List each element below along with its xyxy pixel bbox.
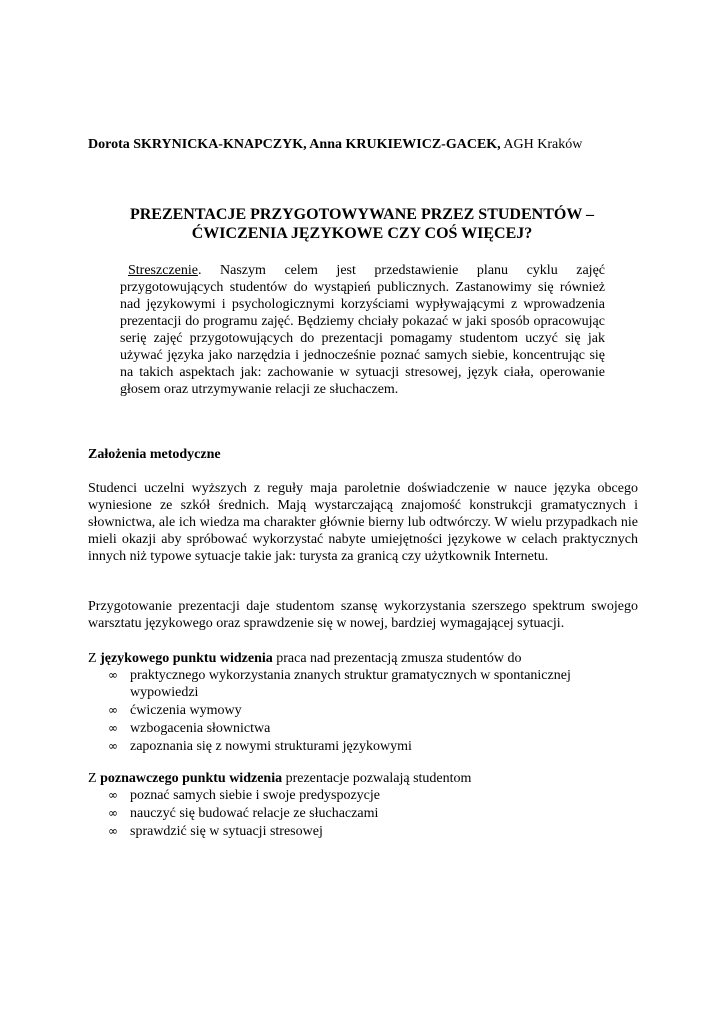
abstract-text: . Naszym celem jest przedstawienie planu cyklu zajęć przygotowujących studentów do wystąpień publicznych. Zastanowimy się również nad językowymi i psychologicznymi korzyściami wypływającymi z wprowadzenia prezentacji do programu zajęć. Będziemy chciały pokazać w jaki sposób opracowując serię zajęć przygotowujących do prezentacji pomagamy studentom uczyć się jak używać języka jako narzędzia i jednocześnie poznać samych siebie, koncentrując się na takich aspektach jak: zachowanie w sytuacji stresowej, język ciała, operowanie głosem oraz utrzymywanie relacji ze słuchaczem. xyxy=(120,263,605,397)
paragraph-1: Studenci uczelni wyższych z reguły maja paroletnie doświadczenie w nauce języka obcego wyniesione ze szkół średnich. Mają wystarczającą znajomość konstrukcji gramatycznych i słownictwa, ale ich wiedza ma charakter głównie bierny lub odtwórczy. W wielu przypadkach nie mieli okazji aby spróbować wykorzystać nabyte umiejętności językowe w celach praktycznych innych niż typowe sytuacje takie jak: turysta za granicą czy użytkownik Internetu. xyxy=(88,481,638,564)
list-item-text: sprawdzić się w sytuacji stresowej xyxy=(130,824,323,839)
author-names: Dorota SKRYNICKA-KNAPCZYK, Anna KRUKIEWICZ-GACEK, xyxy=(88,137,501,152)
cognitive-bold: poznawczego punktu widzenia xyxy=(100,771,283,786)
infinity-bullet-icon: ∞ xyxy=(108,806,118,820)
authors-line xyxy=(88,136,648,153)
list-item-text: poznać samych siebie i swoje predyspozycje xyxy=(130,788,380,803)
infinity-bullet-icon: ∞ xyxy=(108,668,118,682)
infinity-bullet-icon: ∞ xyxy=(108,703,118,717)
cognitive-intro xyxy=(88,770,638,787)
infinity-bullet-icon: ∞ xyxy=(108,788,118,802)
list-item xyxy=(88,702,638,719)
list-item-text: zapoznania się z nowymi strukturami językowymi xyxy=(130,739,412,754)
list-item xyxy=(88,787,638,804)
list-item xyxy=(88,823,638,840)
linguistic-bold: językowego punktu widzenia xyxy=(100,651,273,666)
abstract-label: Streszczenie xyxy=(128,263,198,278)
title-line-1: PREZENTACJE PRZYGOTOWYWANE PRZEZ STUDENTÓW – xyxy=(129,206,595,223)
cognitive-prefix: Z xyxy=(88,771,101,786)
list-item-text: praktycznego wykorzystania znanych struktur gramatycznych w spontanicznej wypowiedzi xyxy=(130,668,571,700)
linguistic-intro xyxy=(88,650,638,667)
title-line-2: ĆWICZENIA JĘZYKOWE CZY COŚ WIĘCEJ? xyxy=(191,225,533,242)
list-item-text: wzbogacenia słownictwa xyxy=(130,721,271,736)
cognitive-list xyxy=(88,787,638,841)
list-item xyxy=(88,667,638,701)
list-item xyxy=(88,805,638,822)
abstract xyxy=(120,262,605,398)
list-item xyxy=(88,738,638,755)
linguistic-prefix: Z xyxy=(88,651,101,666)
linguistic-list xyxy=(88,667,638,756)
infinity-bullet-icon: ∞ xyxy=(108,824,118,838)
list-item-text: nauczyć się budować relacje ze słuchaczami xyxy=(130,806,379,821)
author-affiliation: AGH Kraków xyxy=(500,137,583,152)
section-heading: Założenia metodyczne xyxy=(88,447,221,462)
linguistic-suffix: praca nad prezentacją zmusza studentów do xyxy=(272,651,522,666)
list-item-text: ćwiczenia wymowy xyxy=(130,703,242,718)
paper-title xyxy=(60,205,664,243)
cognitive-suffix: prezentacje pozwalają studentom xyxy=(282,771,472,786)
infinity-bullet-icon: ∞ xyxy=(108,739,118,753)
infinity-bullet-icon: ∞ xyxy=(108,721,118,735)
paragraph-2: Przygotowanie prezentacji daje studentom szansę wykorzystania szerszego spektrum swojego warsztatu językowego oraz sprawdzenie się w nowej, bardziej wymagającej sytuacji. xyxy=(88,599,638,631)
list-item xyxy=(88,720,638,737)
